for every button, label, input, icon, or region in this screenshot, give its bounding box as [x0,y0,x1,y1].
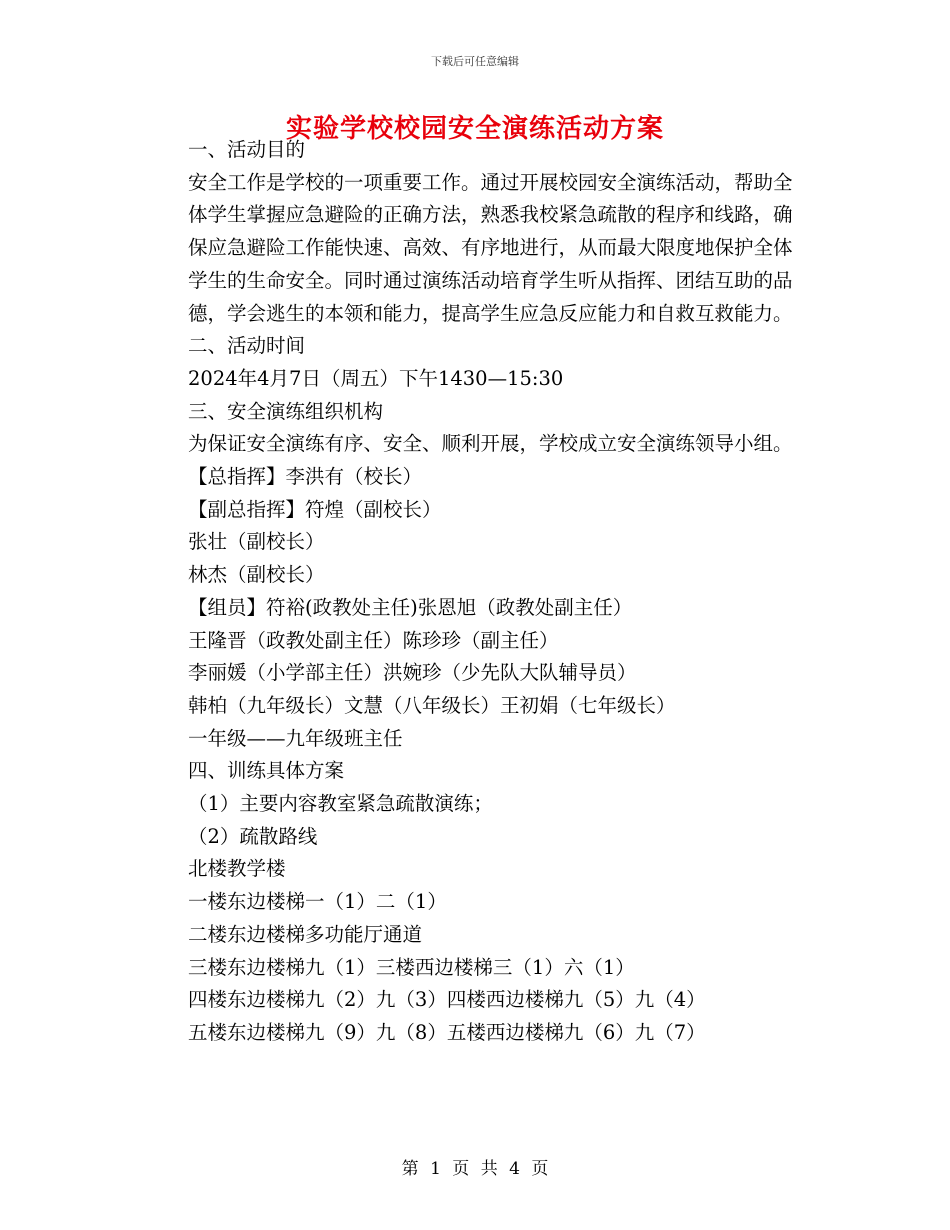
section-heading-plan: 四、训练具体方案 [188,759,345,783]
section-heading-time: 二、活动时间 [188,334,306,358]
activity-time: 2024年4月7日（周五）下午1430—15:30 [188,366,564,390]
header-note: 下载后可任意编辑 [431,55,519,68]
deputy-line: 林杰（副校长） [188,563,325,587]
member-line: 【组员】符裕(政教处主任)张恩旭（政教处副主任） [188,595,633,619]
section-heading-purpose: 一、活动目的 [188,138,306,161]
route-line: 三楼东边楼梯九（1）三楼西边楼梯三（1）六（1） [188,955,635,979]
member-line: 一年级——九年级班主任 [188,726,403,750]
route-line: 二楼东边楼梯多功能厅通道 [188,922,423,946]
plan-item: （2）疏散路线 [188,824,318,848]
member-line: 韩柏（九年级长）文慧（八年级长）王初娟（七年级长） [188,693,676,717]
deputy-commander-line: 【副总指挥】符煌（副校长） [188,497,442,521]
route-line: 四楼东边楼梯九（2）九（3）四楼西边楼梯九（5）九（4） [188,988,706,1012]
route-line: 北楼教学楼 [188,857,286,881]
plan-item: （1）主要内容教室紧急疏散演练； [188,792,493,816]
member-line: 李丽媛（小学部主任）洪婉珍（少先队大队辅导员） [188,661,637,685]
page-footer: 第 1 页 共 4 页 [401,1159,549,1179]
organization-paragraph: 为保证安全演练有序、安全、顺利开展，学校成立安全演练领导小组。 [188,432,793,456]
document-body [141,134,801,1050]
deputy-line: 张壮（副校长） [188,530,325,554]
member-line: 王隆晋（政教处副主任）陈珍珍（副主任） [188,628,559,652]
commander-line: 【总指挥】李洪有（校长） [188,465,423,489]
route-line: 一楼东边楼梯一（1）二（1） [188,890,447,914]
purpose-paragraph: 安全工作是学校的一项重要工作。通过开展校园安全演练活动，帮助全体学生掌握应急避险的正确方法，熟悉我校紧急疏散的程序和线路，确保应急避险工作能快速、高效、有序地进行，从而最大限度地保护全体学生的生命安全。同时通过演练活动培育学生听从指挥、团结互助的品德，学会逃生的本领和能力，提高学生应急反应能力和自救互救能力。 [188,170,793,325]
section-heading-organization: 三、安全演练组织机构 [188,399,384,423]
route-line: 五楼东边楼梯九（9）九（8）五楼西边楼梯九（6）九（7） [188,1020,706,1044]
document-title: 实验学校校园安全演练活动方案 [285,114,664,144]
